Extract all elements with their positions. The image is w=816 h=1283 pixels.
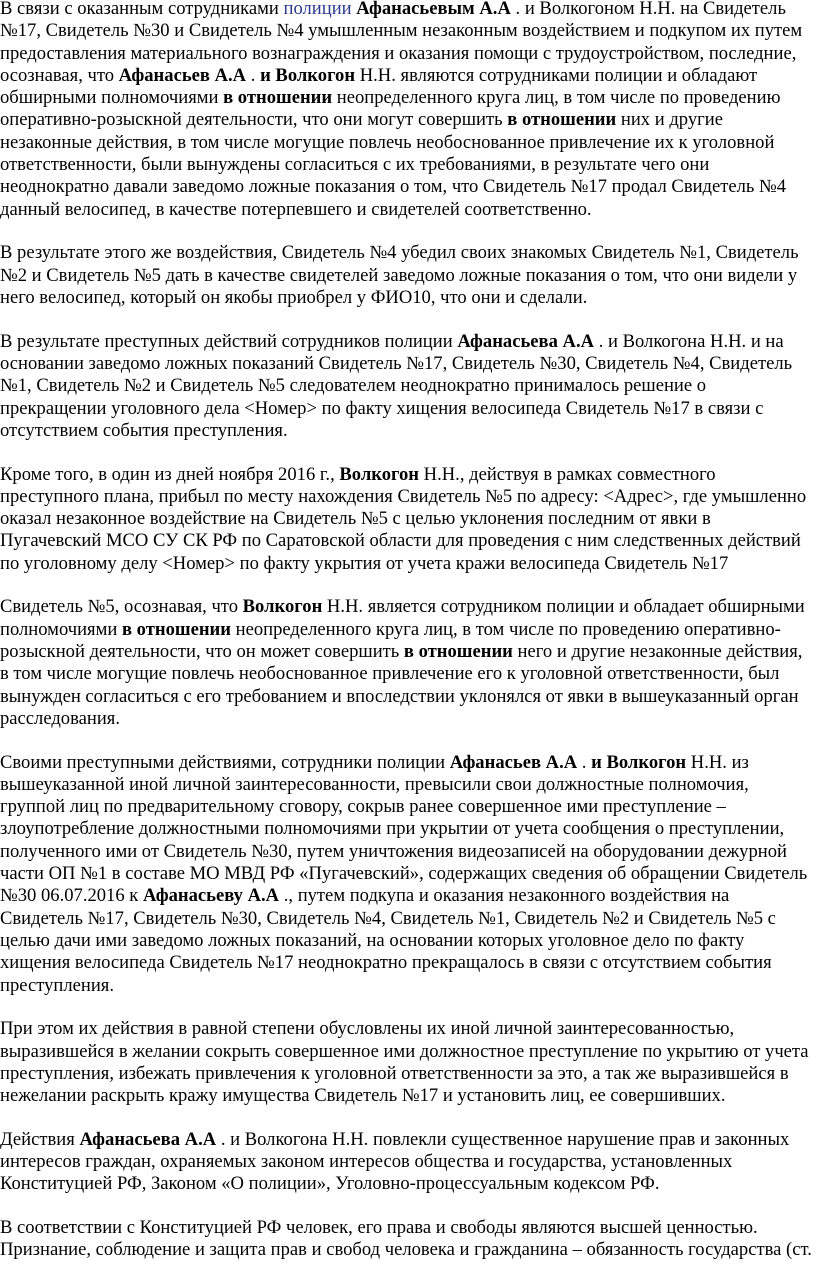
paragraph-text: Н.Н. из вышеуказанной иной личной заинтересованности, превысили свои должностные полномочия, группой лиц по предварительному сговору, сокрыв ранее совершенное ими преступление – злоупотребление должностными полномочиями при укрытии от учета сообщения о преступлении, полученного ими от Свидетель №30, путем уничтожения видеозаписей на оборудовании дежурной части ОП №1 в составе МО МВД РФ «Пугачевский», содержащих сведения об обращении Свидетель №30 06.07.2016 к (0, 751, 808, 907)
document-paragraph (0, 464, 812, 575)
highlighted-term: Афанасьева А.А (79, 1128, 217, 1150)
paragraph-text: При этом их действия в равной степени обусловлены их иной личной заинтересованностью, выразившейся в желании сокрыть совершенное ими должностное преступление по укрытию от учета преступления, избежать привлечения к уголовной ответственности за это, а так же выразившейся в нежелании раскрыть кражу имущества Свидетель №17 и установить лиц, ее совершивших. (0, 1018, 809, 1107)
paragraph-text: Н.Н., действуя в рамках совместного преступного плана, прибыл по месту нахождения Свидетель №5 по адресу: <Адрес>, где умышленно оказал незаконное воздействие на Свидетель №5 с целью уклонения последним от явки в Пугачевский МСО СУ СК РФ по Саратовской области для проведения с ним следственных действий по уголовному делу <Номер> по факту укрытия от учета кражи велосипеда Свидетель №17 (0, 463, 807, 574)
paragraph-text: В результате этого же воздействия, Свидетель №4 убедил своих знакомых Свидетель №1, Свидетель №2 и Свидетель №5 дать в качестве свидетелей заведомо ложные показания о том, что они видели у него велосипед, который он якобы приобрел у ФИО10, что они и сделали. (0, 242, 799, 308)
document-paragraph (0, 1018, 812, 1107)
highlighted-term: Афанасьев А.А (118, 64, 247, 86)
paragraph-text: Н.Н. является сотрудником полиции и обладает обширными полномочиями (0, 596, 805, 640)
document-paragraph (0, 752, 812, 997)
paragraph-text: него и другие незаконные действия, в том числе могущие повлечь необоснованное привлечение его к уголовной ответственности, был вынужден согласиться с его требованием и впоследствии уклонялся от явки в вышеуказанный орган расследования. (0, 640, 803, 729)
highlighted-term: и Волкогон (260, 64, 356, 86)
paragraph-text: Свидетель №5, осознавая, что (0, 596, 243, 618)
paragraph-text: Кроме того, в один из дней ноября 2016 г., (0, 463, 340, 485)
paragraph-text: неопределенного круга лиц, в том числе по проведению оперативно-розыскной деятельности, что они могут совершить (0, 87, 781, 131)
highlighted-term: в отношении (223, 87, 333, 109)
paragraph-text: Своими преступными действиями, сотрудники полиции (0, 751, 450, 773)
paragraph-text: В связи с оказанным сотрудниками (0, 0, 284, 19)
document-paragraph (0, 1217, 812, 1262)
paragraph-text: В результате преступных действий сотрудников полиции (0, 330, 458, 352)
paragraph-text: . (577, 751, 592, 773)
document-paragraph (0, 331, 812, 442)
highlighted-term: Волкогон (339, 463, 420, 485)
paragraph-text: . (246, 64, 261, 86)
highlighted-term: в отношении (403, 640, 513, 662)
document-paragraph (0, 596, 812, 730)
highlighted-term: Волкогон (242, 596, 323, 618)
highlighted-term: Афанасьева А.А (457, 330, 595, 352)
paragraph-text: неопределенного круга лиц, в том числе по проведению оперативно-розыскной деятельности, что он может совершить (0, 618, 781, 662)
document-paragraph (0, 1129, 812, 1196)
highlighted-term: в отношении (507, 109, 617, 131)
paragraph-text: . и Волкогоном Н.Н. на Свидетель №17, Свидетель №30 и Свидетель №4 умышленным незаконным воздействием и подкупом их путем предоставления материального вознаграждения и оказания помощи с трудоустройством, последние, осознавая, что (0, 0, 803, 86)
highlighted-term: в отношении (121, 618, 231, 640)
highlighted-term: и Волкогон (591, 751, 687, 773)
highlighted-term: Афанасьеву А.А (143, 885, 280, 907)
document-paragraph (0, 242, 812, 309)
paragraph-text: них и другие незаконные действия, в том числе могущие повлечь необоснованное привлечение их к уголовной ответственности, были вынуждены согласиться с их требованиями, в результате чего они неоднократно давали заведомо ложные показания о том, что Свидетель №17 продал Свидетель №4 данный велосипед, в качестве потерпевшего и свидетелей соответственно. (0, 109, 787, 220)
highlighted-term: Афанасьев А.А (449, 751, 578, 773)
paragraph-text: Действия (0, 1128, 80, 1150)
paragraph-text: ., путем подкупа и оказания незаконного воздействия на Свидетель №17, Свидетель №30, Свидетель №4, Свидетель №1, Свидетель №2 и Свидетель №5 с целью дачи ими заведомо ложных показаний, на основании которых уголовное дело по факту хищения велосипеда Свидетель №17 неоднократно прекращалось в связи с отсутствием события преступления. (0, 885, 776, 996)
paragraph-text: Н.Н. являются сотрудниками полиции и обладают обширными полномочиями (0, 64, 758, 109)
keyword-link[interactable]: полиции (283, 0, 352, 19)
highlighted-term: Афанасьевым А.А (356, 0, 511, 19)
paragraph-text: . и Волкогона Н.Н. повлекли существенное нарушение прав и законных интересов граждан, охраняемых законом интересов общества и государства, установленных Конституцией РФ, Законом «О полиции», Уголовно-процессуальным кодексом РФ. (0, 1128, 790, 1195)
document-paragraph (0, 0, 812, 221)
paragraph-text: В соответствии с Конституцией РФ человек, его права и свободы являются высшей ценностью. Признание, соблюдение и защита прав и свобод человека и гражданина – обязанность государства (ст. (0, 1217, 812, 1261)
paragraph-text: . и Волкогона Н.Н. и на основании заведомо ложных показаний Свидетель №17, Свидетель №30, Свидетель №4, Свидетель №1, Свидетель №2 и Свидетель №5 следователем неоднократно принималось решение о прекращении уголовного дела <Номер> по факту хищения велосипеда Свидетель №17 в связи с отсутствием события преступления. (0, 330, 793, 441)
